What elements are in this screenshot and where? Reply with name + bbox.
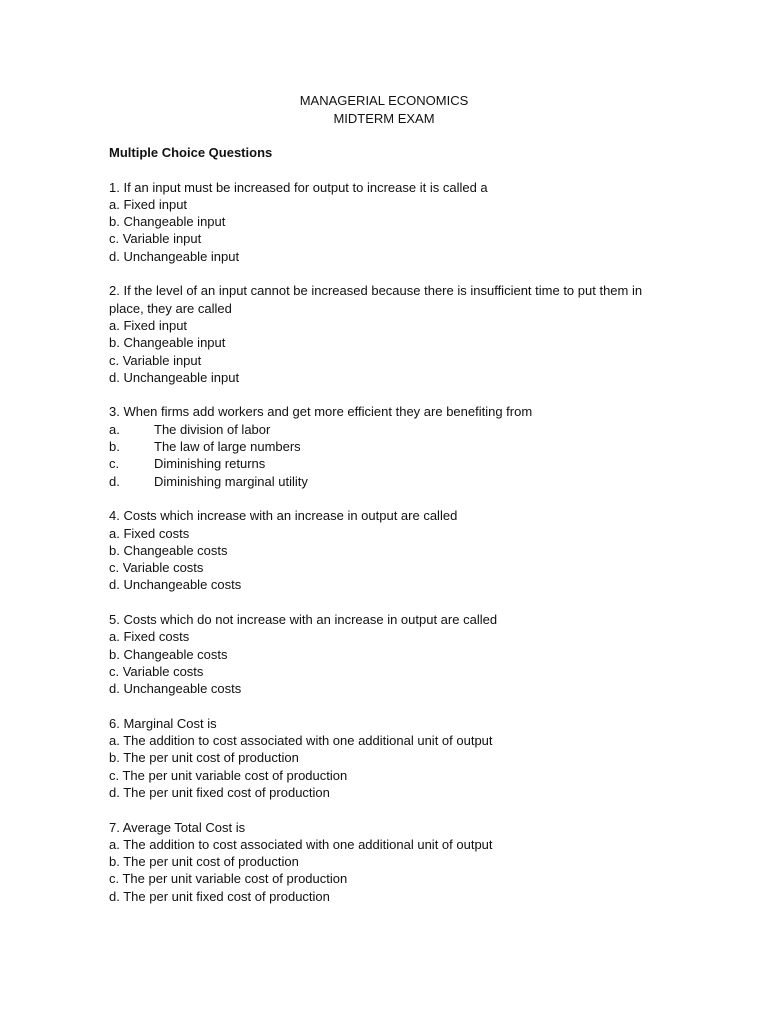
option-d: d. Unchangeable input (109, 369, 240, 385)
question-text: 7. Average Total Cost is (109, 819, 246, 835)
exam-title: MIDTERM EXAM (333, 110, 435, 126)
question-4 (109, 507, 708, 593)
option-a: a. Fixed costs (109, 629, 190, 645)
option-c: c. The per unit variable cost of production (109, 767, 348, 783)
option-b: b. The per unit cost of production (109, 854, 299, 870)
option-b (109, 438, 708, 455)
option-d: d. Unchangeable costs (109, 681, 242, 697)
option-d: d. Unchangeable costs (109, 577, 242, 593)
question-3 (109, 403, 708, 489)
option-d: d. The per unit fixed cost of production (109, 888, 330, 904)
question-6 (109, 715, 708, 801)
question-text: 2. If the level of an input cannot be increased because there is insufficient time to put them in place, they are called (109, 283, 643, 316)
option-a: a. Fixed costs (109, 525, 190, 541)
option-text: The division of labor (154, 421, 271, 437)
option-c: c. Variable input (109, 231, 202, 247)
option-letter: c. (109, 456, 120, 472)
option-letter: b. (109, 439, 120, 455)
question-1 (109, 179, 708, 265)
question-7 (109, 819, 708, 905)
option-a: a. Fixed input (109, 196, 188, 212)
option-text: The law of large numbers (154, 439, 301, 455)
question-5 (109, 611, 708, 697)
question-text: 4. Costs which increase with an increase in output are called (109, 508, 458, 524)
option-text: Diminishing returns (154, 456, 266, 472)
section-heading: Multiple Choice Questions (109, 145, 273, 160)
option-d: d. The per unit fixed cost of production (109, 784, 330, 800)
question-text: 6. Marginal Cost is (109, 715, 217, 731)
option-a: a. Fixed input (109, 317, 188, 333)
option-c: c. Variable costs (109, 663, 204, 679)
option-c: c. Variable input (109, 352, 202, 368)
exam-header (60, 92, 708, 127)
question-text: 3. When firms add workers and get more efficient they are benefiting from (109, 404, 533, 420)
option-d (109, 473, 708, 490)
course-title: MANAGERIAL ECONOMICS (299, 93, 469, 108)
option-c: c. The per unit variable cost of production (109, 871, 348, 887)
option-b: b. Changeable costs (109, 542, 228, 558)
option-a: a. The addition to cost associated with one additional unit of output (109, 836, 493, 852)
question-text: 5. Costs which do not increase with an increase in output are called (109, 612, 498, 628)
option-a (109, 421, 708, 438)
option-b: b. Changeable input (109, 335, 226, 351)
option-letter: a. (109, 421, 120, 437)
option-a: a. The addition to cost associated with one additional unit of output (109, 733, 493, 749)
option-letter: d. (109, 473, 120, 489)
option-c: c. Variable costs (109, 560, 204, 576)
option-b: b. The per unit cost of production (109, 750, 299, 766)
question-text: 1. If an input must be increased for output to increase it is called a (109, 179, 488, 195)
question-2 (109, 282, 708, 386)
option-d: d. Unchangeable input (109, 248, 240, 264)
option-c (109, 455, 708, 472)
option-b: b. Changeable costs (109, 646, 228, 662)
option-b: b. Changeable input (109, 214, 226, 230)
option-text: Diminishing marginal utility (154, 473, 308, 489)
